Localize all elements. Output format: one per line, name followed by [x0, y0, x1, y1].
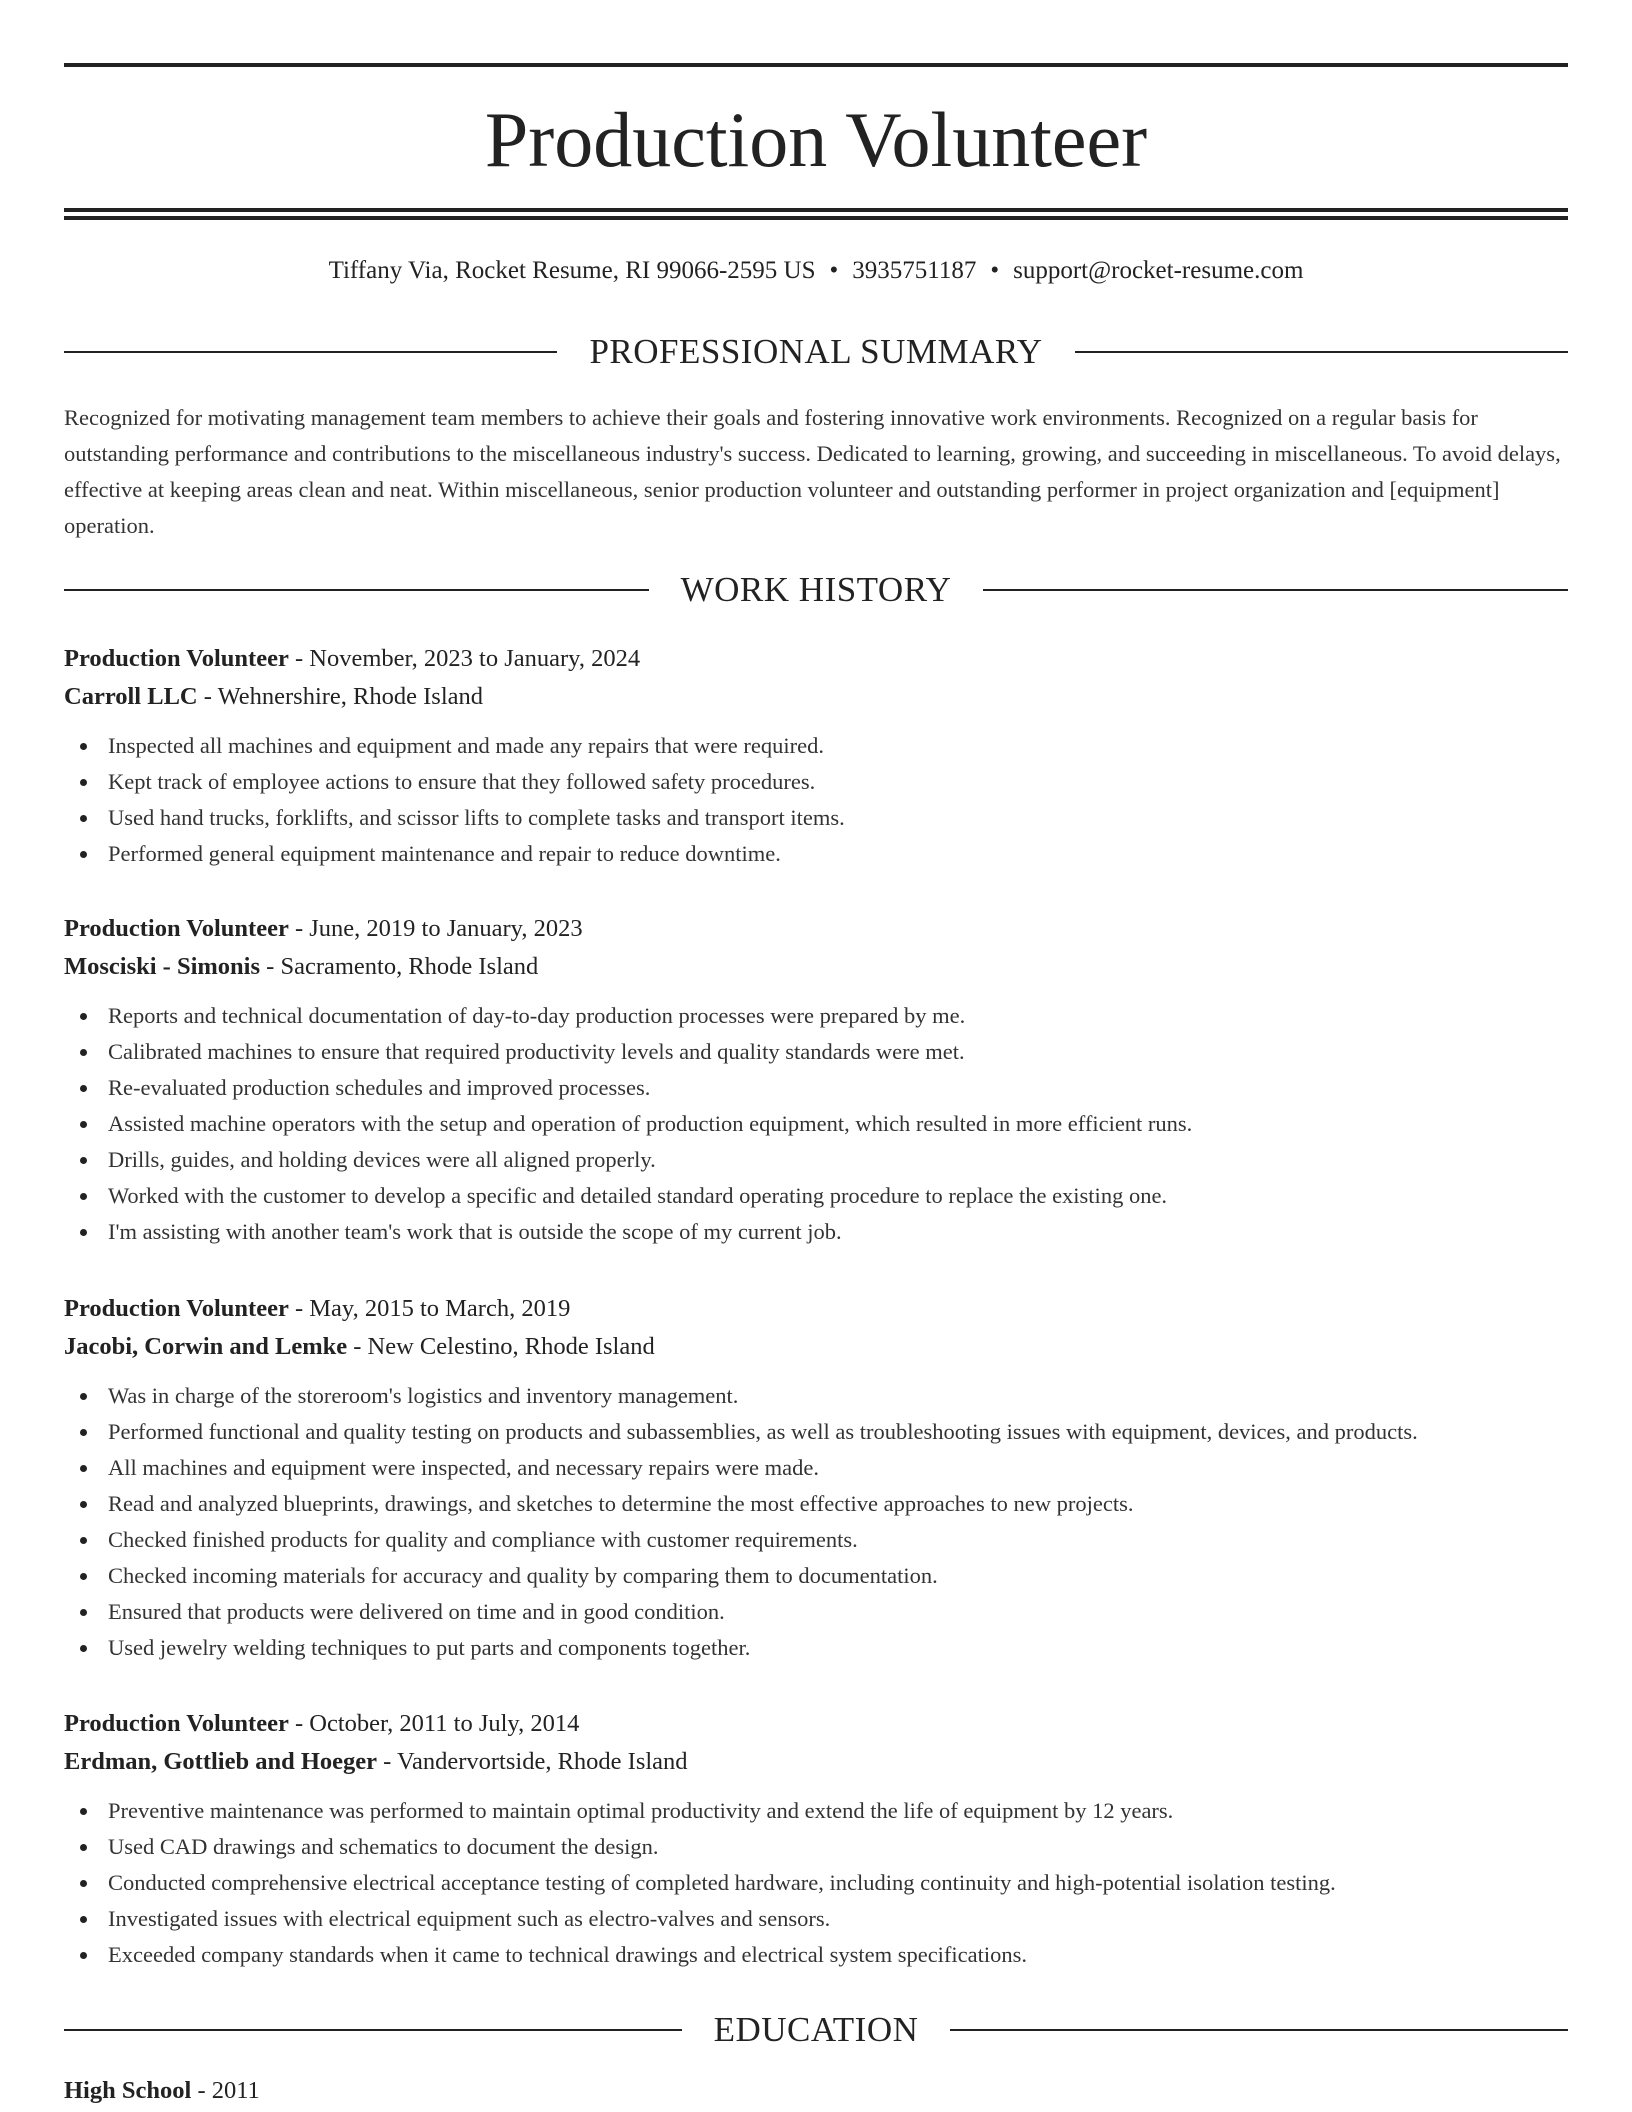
bullet-icon: [80, 1049, 87, 1056]
header-top-rule: [64, 63, 1568, 67]
bullet-icon: [80, 1609, 87, 1616]
bullet-text: Assisted machine operators with the setup and operation of production equipment, which resulted in more efficient runs.: [108, 1111, 1193, 1136]
list-item: [64, 1558, 1568, 1594]
job-dates: - November, 2023 to January, 2024: [288, 645, 641, 672]
bullet-icon: [80, 1844, 87, 1851]
bullet-icon: [80, 1229, 87, 1236]
bullet-icon: [80, 1916, 87, 1923]
job-dates: - June, 2019 to January, 2023: [288, 915, 583, 942]
job-location: - New Celestino, Rhode Island: [347, 1333, 655, 1360]
job-entry: [64, 1290, 1568, 1666]
section-rule-left: [64, 2029, 682, 2031]
bullet-text: Exceeded company standards when it came to technical drawings and electrical system specifications.: [108, 1942, 1028, 1967]
section-rule-right: [950, 2029, 1568, 2031]
job-location: - Sacramento, Rhode Island: [260, 953, 539, 980]
job-title-line: [64, 1705, 1568, 1743]
job-entry: [64, 1705, 1568, 1973]
list-item: [64, 1106, 1568, 1142]
list-item: [64, 1450, 1568, 1486]
list-item: [64, 1142, 1568, 1178]
job-company: Erdman, Gottlieb and Hoeger: [64, 1748, 378, 1775]
job-bullets: [64, 728, 1568, 872]
contact-line: [64, 255, 1568, 287]
job-company: Jacobi, Corwin and Lemke: [64, 1333, 348, 1360]
job-company-line: [64, 1743, 1568, 1781]
list-item: [64, 728, 1568, 764]
bullet-icon: [80, 1121, 87, 1128]
job-dates: - October, 2011 to July, 2014: [288, 1710, 580, 1737]
job-title: Production Volunteer: [64, 1295, 289, 1322]
section-title: WORK HISTORY: [680, 570, 952, 609]
job-bullets: [64, 998, 1568, 1250]
resume-title: Production Volunteer: [484, 96, 1148, 183]
bullet-icon: [80, 1808, 87, 1815]
bullet-icon: [80, 1573, 87, 1580]
contact-phone: 3935751187: [852, 257, 977, 284]
bullet-text: Drills, guides, and holding devices were all aligned properly.: [108, 1147, 656, 1172]
bullet-text: Read and analyzed blueprints, drawings, and sketches to determine the most effective approaches to new projects.: [108, 1491, 1134, 1516]
bullet-icon: [80, 1537, 87, 1544]
bullet-icon: [80, 815, 87, 822]
list-item: [64, 1594, 1568, 1630]
job-company-line: [64, 948, 1568, 986]
list-item: [64, 1378, 1568, 1414]
list-item: [64, 836, 1568, 872]
bullet-text: Investigated issues with electrical equipment such as electro-valves and sensors.: [108, 1906, 831, 1931]
bullet-text: Inspected all machines and equipment and made any repairs that were required.: [108, 733, 824, 758]
list-item: [64, 1630, 1568, 1666]
list-item: [64, 998, 1568, 1034]
job-title: Production Volunteer: [64, 915, 289, 942]
bullet-text: Used jewelry welding techniques to put parts and components together.: [108, 1635, 751, 1660]
job-title: Production Volunteer: [64, 645, 289, 672]
bullet-icon: [80, 1193, 87, 1200]
list-item: [64, 800, 1568, 836]
header-double-rule-lower: [64, 216, 1568, 220]
list-item: [64, 1522, 1568, 1558]
contact-separator: •: [829, 257, 839, 284]
bullet-text: Checked incoming materials for accuracy and quality by comparing them to documentation.: [108, 1563, 938, 1588]
education-school: High School: [64, 2077, 192, 2104]
bullet-icon: [80, 1013, 87, 1020]
bullet-text: Preventive maintenance was performed to maintain optimal productivity and extend the life of equipment by 12 years.: [108, 1798, 1174, 1823]
job-location: - Wehnershire, Rhode Island: [197, 683, 483, 710]
section-title: EDUCATION: [713, 2010, 919, 2049]
job-bullets: [64, 1793, 1568, 1973]
list-item: [64, 1178, 1568, 1214]
contact-address: Tiffany Via, Rocket Resume, RI 99066-2595 US: [328, 257, 816, 284]
job-company: Carroll LLC: [64, 683, 198, 710]
bullet-text: I'm assisting with another team's work that is outside the scope of my current job.: [108, 1219, 842, 1244]
job-entry: [64, 910, 1568, 1250]
bullet-icon: [80, 779, 87, 786]
job-bullets: [64, 1378, 1568, 1666]
bullet-icon: [80, 1157, 87, 1164]
list-item: [64, 1034, 1568, 1070]
professional-summary-text: Recognized for motivating management team members to achieve their goals and fostering innovative work environments. Recognized on a regular basis for outstanding performance and contributions to the miscellaneous industry's success. Dedicated to learning, growing, and succeeding in miscellaneous. To avoid delays, effective at keeping areas clean and neat. Within miscellaneous, senior production volunteer and outstanding performer in project organization and [equipment] operation.: [64, 405, 1561, 538]
job-location: - Vandervortside, Rhode Island: [377, 1748, 688, 1775]
bullet-text: Performed functional and quality testing on products and subassemblies, as well as troubleshooting issues with equipment, devices, and products.: [108, 1419, 1418, 1444]
education-entry: [64, 2072, 1568, 2110]
list-item: [64, 1829, 1568, 1865]
bullet-icon: [80, 851, 87, 858]
header-double-rule-upper: [64, 208, 1568, 212]
bullet-text: All machines and equipment were inspected, and necessary repairs were made.: [108, 1455, 819, 1480]
bullet-icon: [80, 1645, 87, 1652]
list-item: [64, 1414, 1568, 1450]
bullet-text: Checked finished products for quality and compliance with customer requirements.: [108, 1527, 858, 1552]
bullet-icon: [80, 1393, 87, 1400]
section-rule-right: [983, 589, 1568, 591]
contact-email: support@rocket-resume.com: [1013, 257, 1304, 284]
section-title: PROFESSIONAL SUMMARY: [589, 332, 1043, 371]
bullet-text: Re-evaluated production schedules and improved processes.: [108, 1075, 651, 1100]
job-title-line: [64, 640, 1568, 678]
list-item: [64, 1070, 1568, 1106]
bullet-text: Worked with the customer to develop a specific and detailed standard operating procedure to replace the existing one.: [108, 1183, 1168, 1208]
bullet-text: Used hand trucks, forklifts, and scissor lifts to complete tasks and transport items.: [108, 805, 845, 830]
list-item: [64, 1901, 1568, 1937]
list-item: [64, 1937, 1568, 1973]
list-item: [64, 764, 1568, 800]
job-entry: [64, 640, 1568, 872]
bullet-icon: [80, 1429, 87, 1436]
job-company-line: [64, 678, 1568, 716]
bullet-text: Ensured that products were delivered on time and in good condition.: [108, 1599, 725, 1624]
section-heading-education: [64, 2010, 1568, 2050]
bullet-icon: [80, 1880, 87, 1887]
section-rule-left: [64, 351, 557, 353]
bullet-icon: [80, 1465, 87, 1472]
bullet-icon: [80, 1952, 87, 1959]
section-rule-right: [1075, 351, 1568, 353]
section-rule-left: [64, 589, 649, 591]
job-title: Production Volunteer: [64, 1710, 289, 1737]
job-company-line: [64, 1328, 1568, 1366]
bullet-icon: [80, 1085, 87, 1092]
bullet-text: Used CAD drawings and schematics to document the design.: [108, 1834, 659, 1859]
section-heading-work-history: [64, 570, 1568, 610]
contact-separator: •: [990, 257, 1000, 284]
section-heading-summary: [64, 332, 1568, 372]
bullet-text: Kept track of employee actions to ensure that they followed safety procedures.: [108, 769, 816, 794]
job-title-line: [64, 1290, 1568, 1328]
list-item: [64, 1486, 1568, 1522]
list-item: [64, 1865, 1568, 1901]
job-title-line: [64, 910, 1568, 948]
education-year: - 2011: [191, 2077, 260, 2104]
bullet-icon: [80, 1501, 87, 1508]
bullet-icon: [80, 743, 87, 750]
bullet-text: Was in charge of the storeroom's logistics and inventory management.: [108, 1383, 739, 1408]
list-item: [64, 1214, 1568, 1250]
bullet-text: Performed general equipment maintenance and repair to reduce downtime.: [108, 841, 781, 866]
job-dates: - May, 2015 to March, 2019: [288, 1295, 571, 1322]
bullet-text: Conducted comprehensive electrical acceptance testing of completed hardware, including continuity and high-potential isolation testing.: [108, 1870, 1336, 1895]
list-item: [64, 1793, 1568, 1829]
job-company: Mosciski - Simonis: [64, 953, 261, 980]
bullet-text: Calibrated machines to ensure that required productivity levels and quality standards were met.: [108, 1039, 965, 1064]
bullet-text: Reports and technical documentation of day-to-day production processes were prepared by me.: [108, 1003, 966, 1028]
